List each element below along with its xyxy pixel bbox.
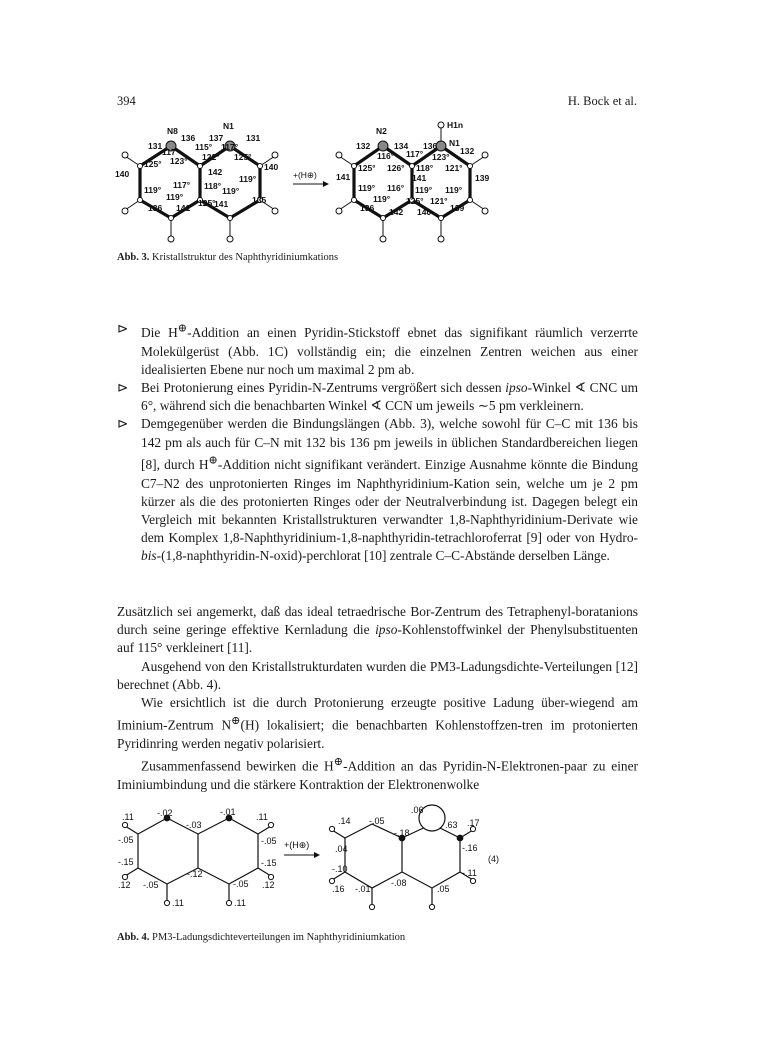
angle-label: 117° [406,149,424,159]
charge-label: -.05 [261,836,277,846]
bond-label: 131 [148,141,163,151]
atom-label-n8: N8 [167,126,178,136]
angle-label: 125° [234,152,252,162]
angle-label: 123° [432,152,450,162]
angle-label: 117° [173,180,191,190]
bullet-item [117,415,638,565]
bond-label: 140 [264,162,279,172]
bond-label: 136 [423,141,438,151]
charge-label: .11 [172,898,184,908]
angle-label: 123° [170,156,188,166]
angle-label: 118° [204,181,222,191]
bond-label: 139 [450,203,465,213]
bullet-item [117,320,638,379]
atom-label-h1n: H1n [447,120,464,130]
angle-label: 119° [222,186,240,196]
paragraph: Ausgehend von den Kristallstrukturdaten wurden die PM3-Ladungsdichte-Verteilungen [12] berechnet (Abb. 4). [117,658,638,692]
charge-label: -.05 [233,879,249,889]
angle-label: 119° [445,185,463,195]
charge-label: -.10 [332,864,348,874]
body-paragraphs [117,603,638,794]
angle-label: 116° [377,151,395,161]
bond-label: 135 [252,195,267,205]
caption-text: Kristallstruktur des Naphthyridiniumkations [152,252,339,263]
charge-label: -.12 [187,869,203,879]
angle-label: 119° [166,192,184,202]
charge-label: -.01 [220,807,236,817]
arrow-label: +(H⊕) [284,840,310,850]
figure-3-caption [117,252,338,263]
charge-label: .17 [467,818,480,828]
arrow-label: +(H⊕) [293,170,317,180]
bond-label: 142 [389,207,404,217]
charge-label: -.02 [157,808,173,818]
figure-4-caption [117,932,405,943]
bullet-text: Demgegenüber werden die Bindungslängen (Abb. 3), welche sowohl für C–C mit 136 bis 142 pm als auch für C–N mit 132 bis 136 pm jeweils in üblichen Standardbereichen liegen [8], durch H⊕-Addition nicht signifikant verändert. Einzige Ausnahme könnte die Bindung C7–N2 des unprotonierten Ringes im Naphthyridinium-Kation sein, welche um je 2 pm kürzer als die des protonierten Ringes oder der Neutralverbindung ist. Dagegen belegt ein Vergleich mit bekannten Kristallstrukturen verwandter 1,8-Naphthyridinium-Derivate wie dem Komplex 1,8-Naphthyridinium-1,8-naphthyridin-tetrachloroferrat [9] oder von Hydro-bis-(1,8-naphthyridin-N-oxid)-perchlorat [10] zentrale C–C-Abstände derselben Länge. [141,416,638,564]
bond-label: 139 [475,173,490,183]
charge-label: -.16 [462,843,478,853]
atom-label-n2: N2 [376,126,387,136]
charge-label: .05 [437,884,450,894]
angle-label: 126° [387,163,405,173]
page-header [117,94,637,112]
bond-label: 132 [356,141,371,151]
bullet-marker: ⊳ [117,380,129,396]
figure-4-charge-distribution [110,806,640,936]
atom-label-n1: N1 [223,121,234,131]
bond-label: 142 [208,167,223,177]
angle-label: 119° [239,174,257,184]
charge-label: -.15 [261,858,277,868]
bond-label: 132 [460,146,475,156]
charge-label: -.05 [143,880,159,890]
charge-label: .11 [256,812,268,822]
charge-label: -.01 [355,884,371,894]
caption-label: Abb. 4. [117,932,150,943]
bullet-list [117,320,638,566]
charge-label: -.11 [462,868,477,878]
angle-label: 115° [195,142,213,152]
angle-label: 119° [144,185,162,195]
charge-label: .63 [445,820,458,830]
angle-label: 116° [387,183,405,193]
bond-label: 141 [176,203,191,213]
angle-label: 119° [373,194,391,204]
charge-label: -.18 [394,828,410,838]
equation-number: (4) [488,854,499,864]
bond-label: 136 [181,133,196,143]
caption-label: Abb. 3. [117,252,150,263]
bond-label: 141 [336,172,351,182]
charge-label: .12 [262,880,275,890]
figure-3-crystal-structure [110,118,640,258]
charge-label: -.03 [186,820,202,830]
atom-label-n1: N1 [449,138,460,148]
angle-label: 125° [144,159,162,169]
angle-label: 122° [202,152,220,162]
charge-label: .16 [332,884,345,894]
paragraph: Zusammenfassend bewirken die H⊕-Addition an das Pyridin-N-Elektronen-paar zu einer Iminiumbindung und die stärkere Kontraktion der Elektronenwolke [117,756,639,792]
charge-label: -.05 [118,835,134,845]
bullet-marker: ⊳ [117,321,129,336]
caption-text: PM3-Ladungsdichteverteilungen im Naphthyridiniumkation [152,932,406,943]
paragraph: Zusätzlich sei angemerkt, daß das ideal tetraedrische Bor-Zentrum des Tetraphenyl-boratanions durch seine geringe effektive Kernladung die ipso-Kohlenstoffwinkel der Phenylsubstituenten auf 115° verkleinert [11]. [117,604,638,656]
bond-label: 140 [417,207,432,217]
bullet-marker: ⊳ [117,416,129,432]
bond-label: 131 [246,133,261,143]
angle-label: 125° [406,196,424,206]
angle-label: 121° [445,163,463,173]
bond-label: 136 [148,203,163,213]
bond-label: 141 [214,199,229,209]
charge-label: -.05 [369,816,385,826]
angle-label: 117° [221,142,239,152]
angle-label: 119° [415,185,433,195]
charge-label: .06 [411,805,424,815]
bond-label: 140 [115,169,130,179]
bullet-text: Bei Protonierung eines Pyridin-N-Zentrums vergrößert sich dessen ipso-Winkel ∢ CNC um 6°, während sich die benachbarten Winkel ∢ CCN um jeweils ∼5 pm verkleinern. [141,380,638,414]
angle-label: 117° [162,147,180,157]
bond-label: 141 [412,173,427,183]
charge-label: .11 [122,812,134,822]
angle-label: 125° [358,163,376,173]
charge-label: .14 [338,816,351,826]
page-number: 394 [117,94,136,108]
angle-label: 125° [198,198,216,208]
paragraph: Wie ersichtlich ist die durch Protonierung erzeugte positive Ladung über-wiegend am Iminium-Zentrum N⊕(H) lokalisiert; die benachbarten Kohlenstoffzen-tren im protonierten Pyridinring werden negativ polarisiert. [117,695,638,751]
running-author: H. Bock et al. [567,94,637,108]
bullet-text: Die H⊕-Addition an einen Pyridin-Stickstoff ebnet das signifikant räumlich verzerrte Molekülgerüst (Abb. 1C) vollständig ein; die einzelnen Zentren weichen aus einer idealisierten Ebene nur noch um maximal 2 pm ab. [141,323,638,377]
angle-label: 118° [416,163,434,173]
bond-label: 137 [209,133,224,143]
bond-label: 134 [394,141,409,151]
charge-label: .12 [118,880,131,890]
angle-label: 121° [430,196,448,206]
charge-label: -.15 [118,857,134,867]
charge-label: .11 [234,898,246,908]
angle-label: 119° [358,183,376,193]
bond-label: 136 [360,203,375,213]
charge-label: -.08 [391,878,407,888]
charge-label: .04 [335,844,348,854]
bullet-item [117,379,638,415]
